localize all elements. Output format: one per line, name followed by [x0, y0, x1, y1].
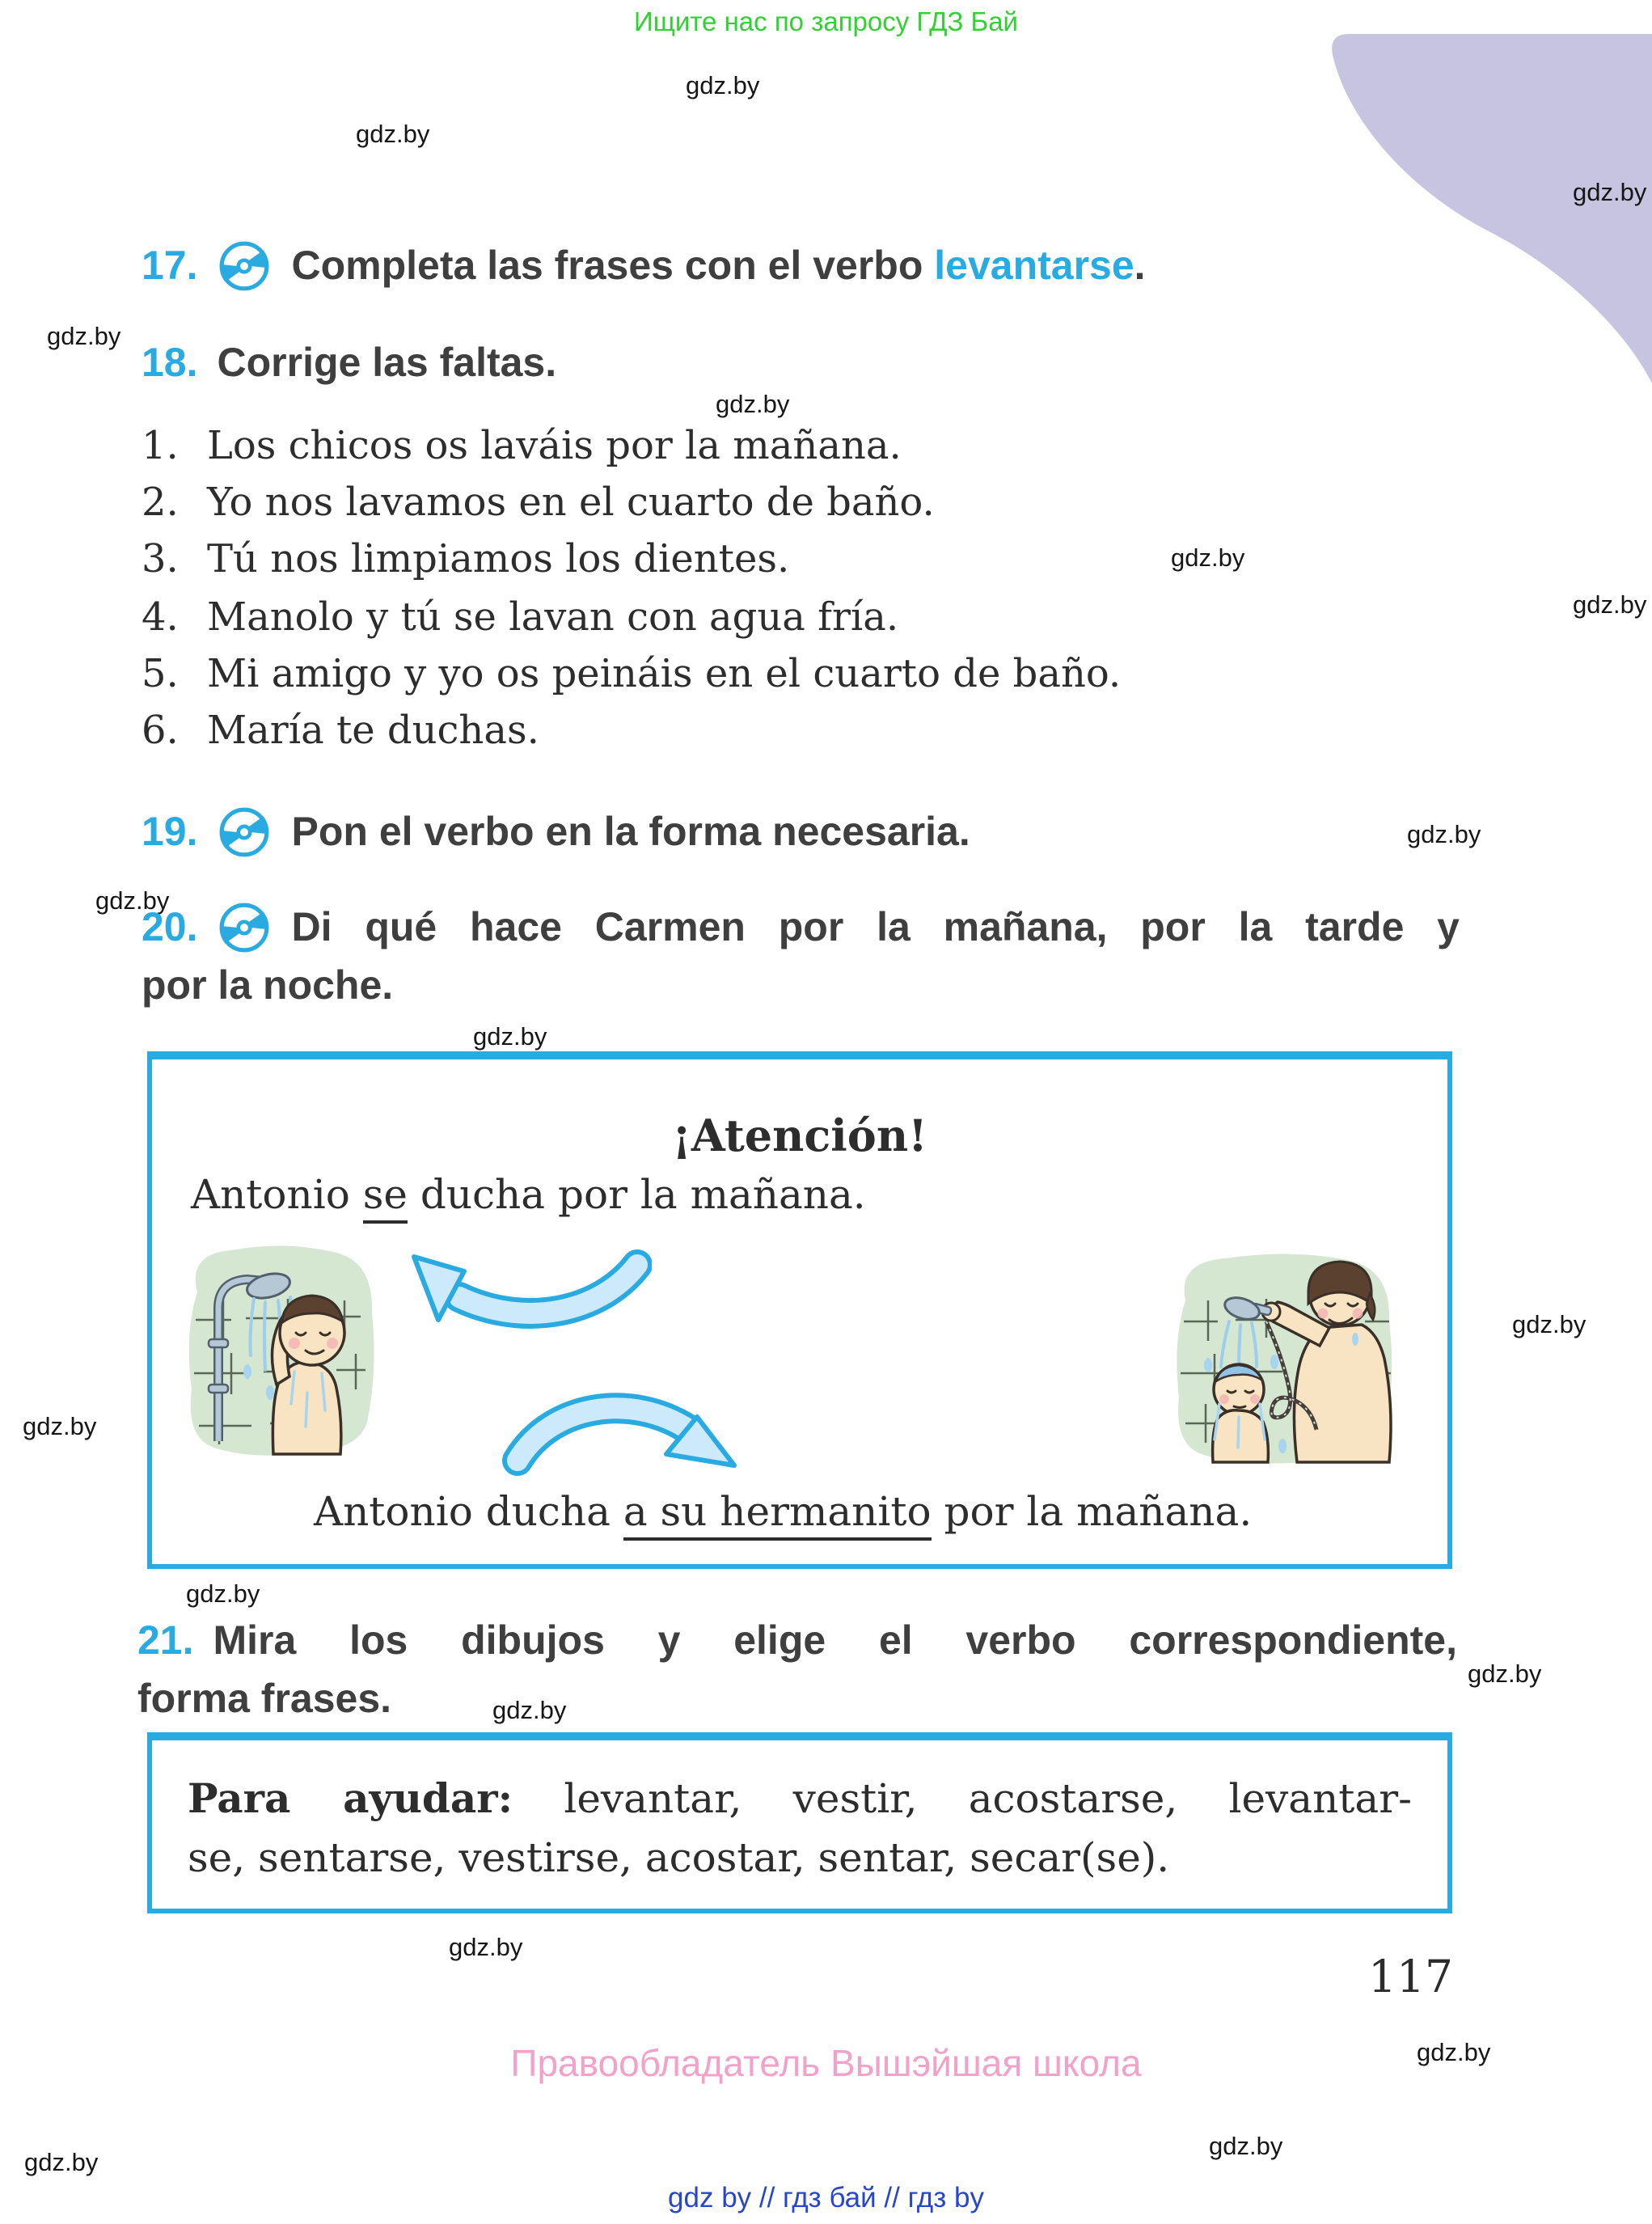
exercise-21 [137, 1617, 1457, 1664]
atencion-box [147, 1051, 1452, 1569]
watermark: gdz.by [473, 1022, 547, 1051]
exercise-20 [142, 904, 1460, 954]
watermark: gdz.by [23, 1412, 97, 1440]
watermark: gdz.by [1468, 1660, 1542, 1688]
exercise-21-title-line1: Mira los dibujos y elige el verbo correspondiente, [213, 1617, 1457, 1663]
copyright-notice: Правообладатель Вышэйшая школа [510, 2042, 1142, 2084]
cd-icon [218, 239, 271, 293]
exercise-18-number: 18. [142, 340, 198, 385]
para-ayudar-box [147, 1732, 1452, 1913]
boy-shower-illustration [173, 1234, 390, 1467]
exercise-19-title: Pon el verbo en la forma necesaria. [291, 809, 970, 854]
footer-links[interactable]: gdz by // гдз бай // гдз by [668, 2182, 984, 2213]
watermark: gdz.by [47, 322, 121, 350]
list-item: 4. Manolo y tú se lavan con agua fría. [142, 594, 899, 640]
list-item: 2. Yo nos lavamos en el cuarto de baño. [142, 480, 935, 525]
atencion-example-object: Antonio ducha a su hermanito por la mañana. [314, 1488, 1252, 1535]
watermark: gdz.by [1573, 590, 1647, 619]
watermark: gdz.by [716, 390, 790, 418]
watermark: gdz.by [449, 1933, 523, 1961]
exercise-20-title-line2: por la noche. [142, 962, 394, 1008]
exercise-18-title: Corrige las faltas. [217, 340, 557, 385]
list-item: 3. Tú nos limpiamos los dientes. [142, 536, 790, 581]
watermark: gdz.by [1209, 2132, 1283, 2160]
para-ayudar-line2: se, sentarse, vestirse, acostar, sentar, secar(se). [188, 1834, 1170, 1881]
atencion-example-reflexive: Antonio se ducha por la mañana. [191, 1171, 866, 1218]
cd-icon [218, 805, 271, 859]
highlighted-verb: levantarse [934, 243, 1134, 288]
exercise-20-number: 20. [142, 904, 198, 949]
para-ayudar-label: Para ayudar: [188, 1774, 513, 1822]
exercise-17-title: Completa las frases con el verbo levantarse. [291, 243, 1146, 288]
list-item: 6. María te duchas. [142, 708, 539, 753]
watermark: gdz.by [1417, 2038, 1491, 2066]
curved-arrow-object-icon [501, 1381, 744, 1478]
watermark: gdz.by [1171, 543, 1245, 572]
exercise-20-title-line1: Di qué hace Carmen por la mañana, por la tarde y [291, 904, 1460, 949]
watermark: gdz.by [24, 2148, 99, 2176]
watermark: gdz.by [1407, 820, 1481, 848]
curved-arrow-reflexive-icon [385, 1247, 652, 1344]
para-ayudar-line1: Para ayudar: levantar, vestir, acostarse, levantar- [188, 1774, 1413, 1822]
exercise-19-number: 19. [142, 809, 198, 854]
page-number: 117 [1368, 1951, 1453, 2002]
exercise-21-number: 21. [137, 1617, 194, 1663]
watermark: gdz.by [1573, 178, 1647, 206]
exercise-18 [142, 340, 556, 387]
watermark: gdz.by [492, 1696, 567, 1724]
watermark: gdz.by [686, 71, 760, 99]
atencion-title: ¡Atención! [672, 1110, 927, 1161]
list-item: 1. Los chicos os laváis por la mañana. [142, 423, 902, 468]
watermark: gdz.by [186, 1579, 260, 1608]
cd-icon [218, 901, 271, 954]
exercise-17-number: 17. [142, 243, 198, 288]
exercise-19 [142, 809, 970, 859]
promo-banner: Ищите нас по запросу ГДЗ Бай [634, 6, 1018, 36]
exercise-17 [142, 243, 1468, 293]
exercise-21-title-line2: forma frases. [137, 1676, 392, 1721]
watermark: gdz.by [356, 120, 430, 148]
list-item: 5. Mi amigo y yo os peináis en el cuarto de baño. [142, 651, 1122, 696]
watermark: gdz.by [95, 886, 170, 915]
boy-showering-brother-illustration [1161, 1244, 1407, 1474]
watermark: gdz.by [1512, 1310, 1587, 1338]
